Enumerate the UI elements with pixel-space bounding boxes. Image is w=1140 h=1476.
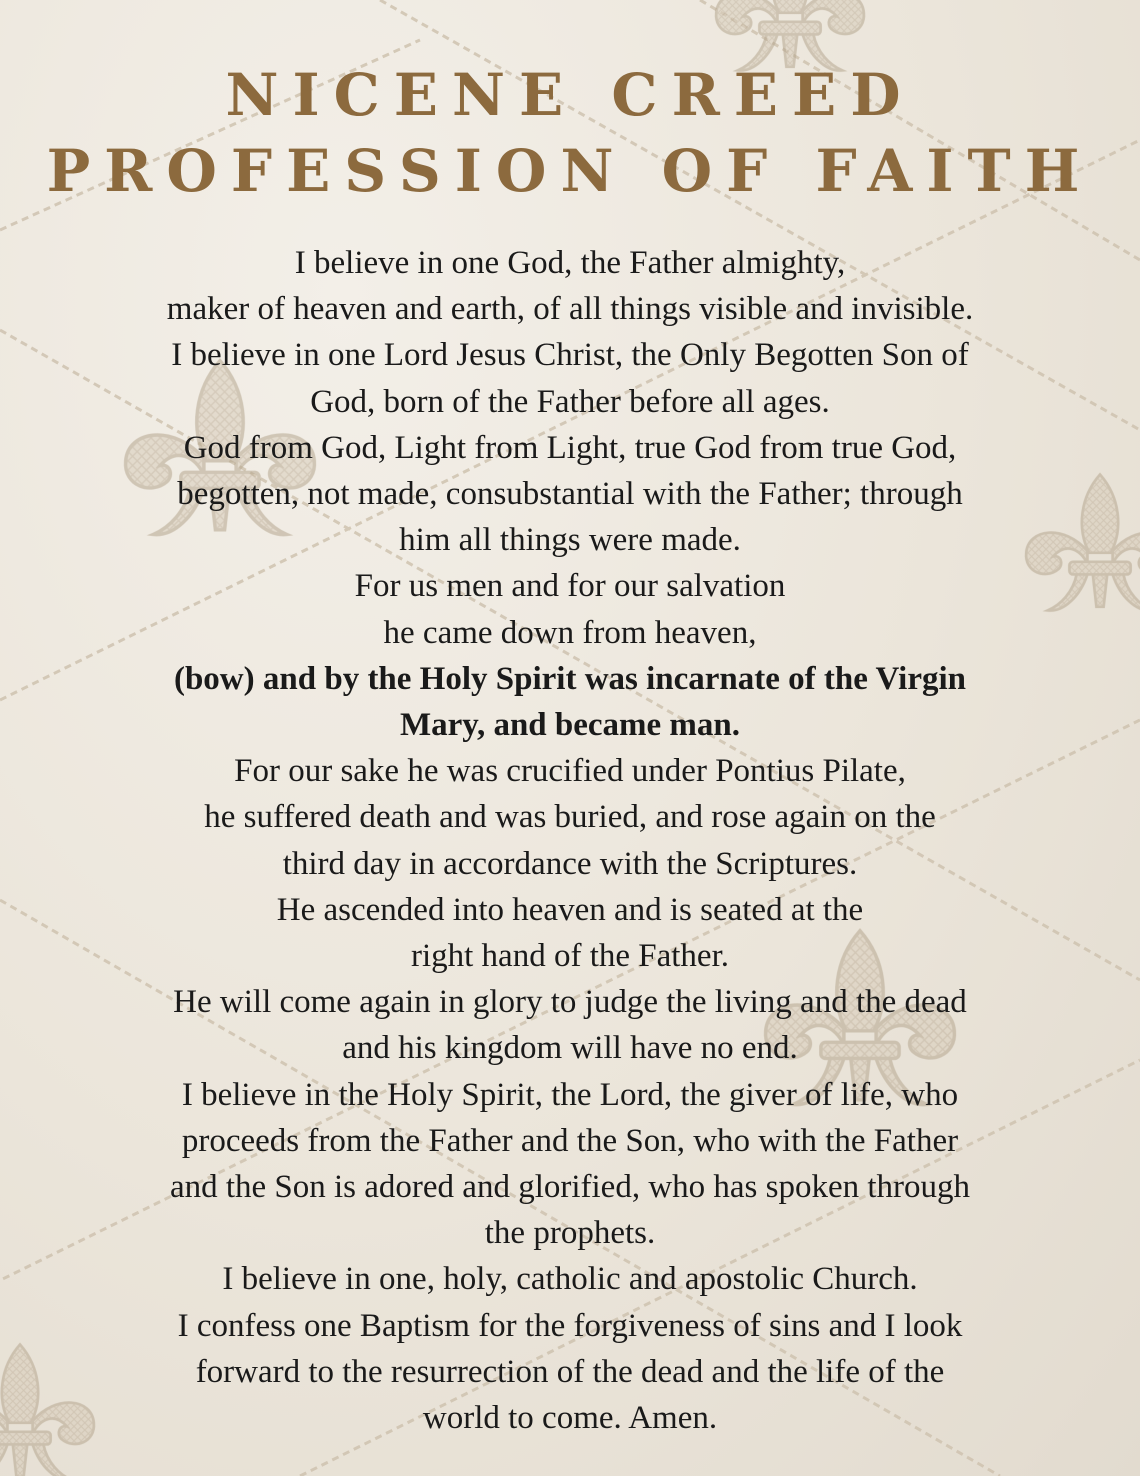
creed-line: forward to the resurrection of the dead and the life of the [195, 1353, 945, 1390]
creed-line: proceeds from the Father and the Son, who with the Father [181, 1122, 959, 1159]
creed-line: God, born of the Father before all ages. [310, 383, 830, 420]
creed-line: he came down from heaven, [383, 614, 757, 651]
creed-line: begotten, not made, consubstantial with the Father; through [177, 476, 963, 513]
creed-line: He ascended into heaven and is seated at the [276, 891, 864, 928]
creed-line-bow: (bow) and by the Holy Spirit was incarnate of the Virgin [173, 660, 967, 697]
creed-line: world to come. Amen. [422, 1400, 718, 1437]
creed-line: For our sake he was crucified under Pontius Pilate, [234, 753, 906, 790]
creed-line: the prophets. [484, 1215, 656, 1252]
title-line-1: NICENE CREED [225, 61, 915, 129]
creed-line: God from God, Light from Light, true God from true God, [183, 429, 957, 466]
creed-line: and his kingdom will have no end. [342, 1030, 798, 1067]
creed-line-bow: Mary, and became man. [399, 707, 741, 744]
creed-line: third day in accordance with the Scriptures. [282, 845, 858, 882]
creed-line: I confess one Baptism for the forgiveness of sins and I look [177, 1307, 963, 1344]
creed-line: maker of heaven and earth, of all things visible and invisible. [166, 291, 974, 328]
creed-line: I believe in one God, the Father almighty, [294, 245, 846, 281]
creed-line: right hand of the Father. [410, 938, 729, 975]
title-line-2: PROFESSION OF FAITH [46, 137, 1094, 205]
creed-text [70, 240, 1070, 1441]
creed-line: For us men and for our salvation [354, 568, 786, 605]
creed-line: He will come again in glory to judge the living and the dead [173, 984, 967, 1021]
creed-line: I believe in one Lord Jesus Christ, the Only Begotten Son of [171, 337, 969, 374]
creed-line: and the Son is adored and glorified, who has spoken through [169, 1169, 971, 1206]
creed-line: I believe in the Holy Spirit, the Lord, the giver of life, who [181, 1076, 959, 1113]
creed-line: I believe in one, holy, catholic and apostolic Church. [222, 1261, 918, 1298]
creed-line: him all things were made. [399, 522, 741, 559]
creed-line: he suffered death and was buried, and rose again on the [204, 799, 936, 836]
